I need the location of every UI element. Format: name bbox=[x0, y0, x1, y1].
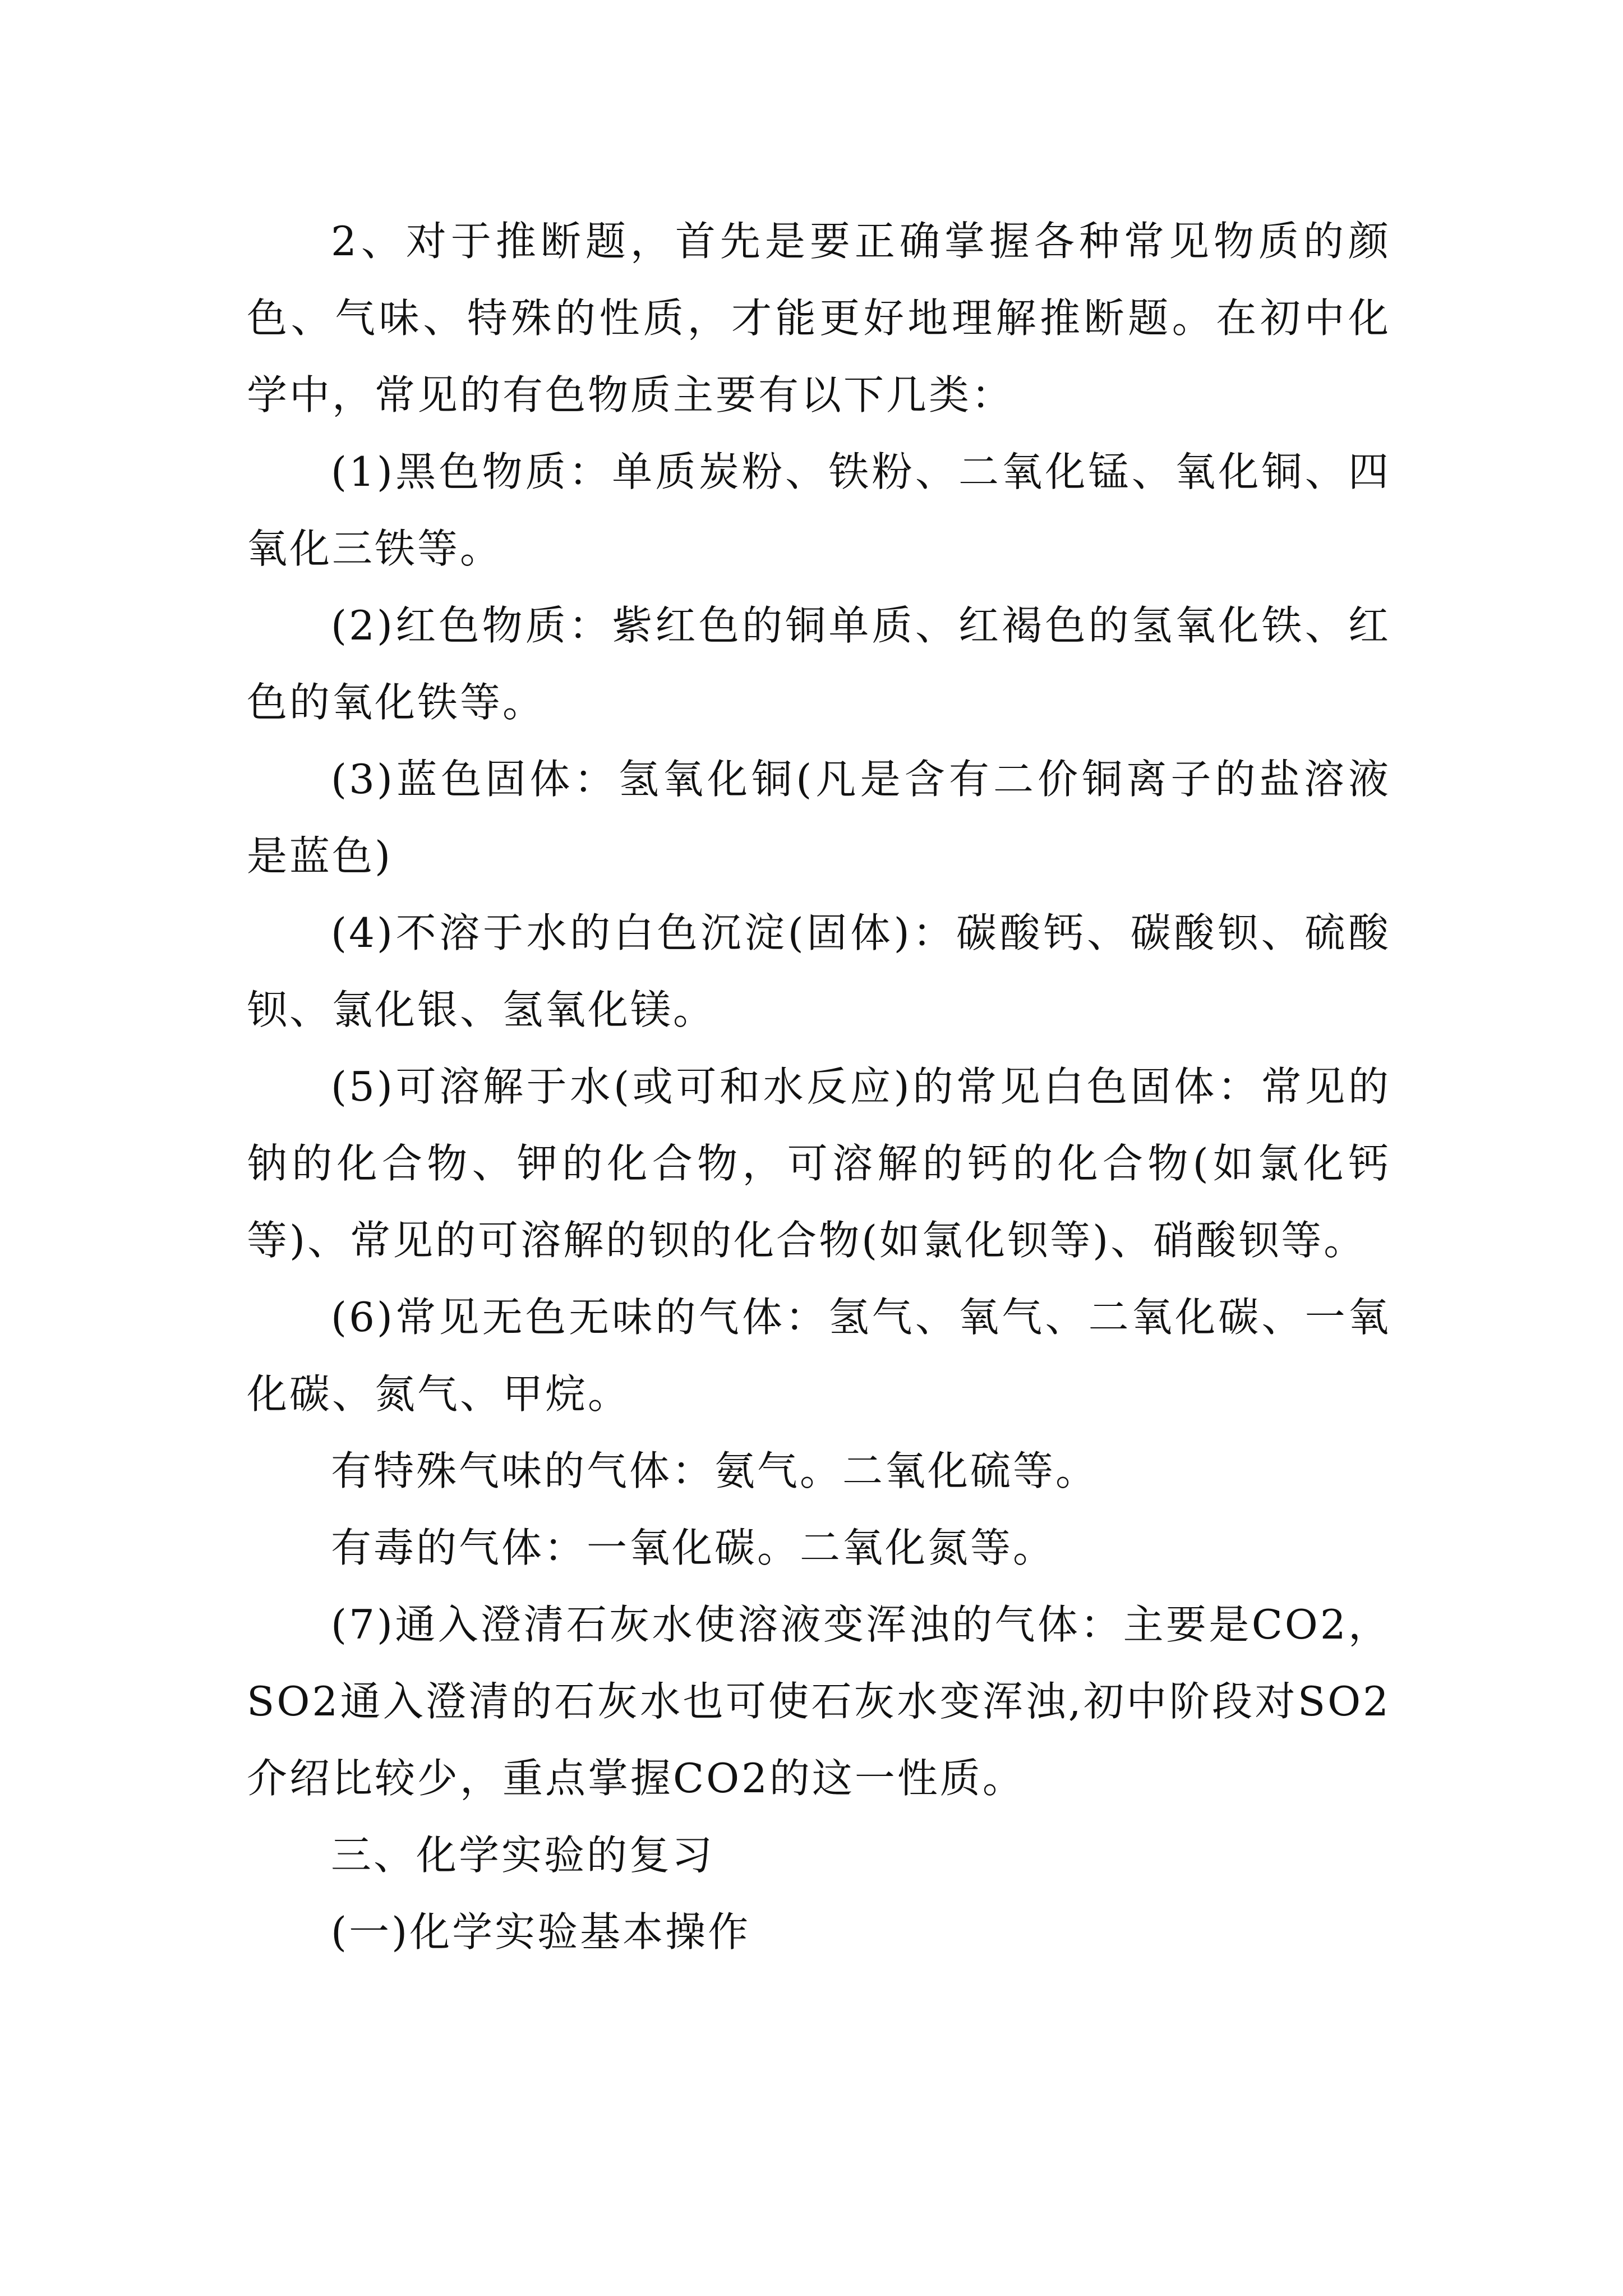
section-heading-experiment-review: 三、化学实验的复习 bbox=[331, 1832, 715, 1879]
paragraph-soluble-white-solids: (5)可溶解于水(或可和水反应)的常见白色固体：常见的钠的化合物、钾的化合物，可溶解的钙的化合物(如氯化钙等)、常见的可溶解的钡的化合物(如氯化钡等)、硝酸钡等。 bbox=[247, 1063, 1391, 1264]
paragraph-odorous-gases: 有特殊气味的气体：氨气。二氧化硫等。 bbox=[331, 1447, 1099, 1494]
paragraph-limewater-gases: (7)通入澄清石灰水使溶液变浑浊的气体：主要是CO2，SO2通入澄清的石灰水也可使石灰水变浑浊,初中阶段对SO2介绍比较少，重点掌握CO2的这一性质。 bbox=[247, 1601, 1391, 1802]
paragraph-white-precipitates: (4)不溶于水的白色沉淀(固体)：碳酸钙、碳酸钡、硫酸钡、氯化银、氢氧化镁。 bbox=[247, 909, 1391, 1033]
paragraph-inference-intro: 2、对于推断题，首先是要正确掌握各种常见物质的颜色、气味、特殊的性质，才能更好地理解推断题。在初中化学中，常见的有色物质主要有以下几类： bbox=[247, 218, 1391, 418]
paragraph-black-substances: (1)黑色物质：单质炭粉、铁粉、二氧化锰、氧化铜、四氧化三铁等。 bbox=[247, 448, 1391, 572]
document-body bbox=[247, 203, 1391, 1971]
paragraph-blue-solids: (3)蓝色固体：氢氧化铜(凡是含有二价铜离子的盐溶液是蓝色) bbox=[247, 756, 1391, 880]
paragraph-red-substances: (2)红色物质：紫红色的铜单质、红褐色的氢氧化铁、红色的氧化铁等。 bbox=[247, 602, 1391, 726]
paragraph-toxic-gases: 有毒的气体：一氧化碳。二氧化氮等。 bbox=[331, 1524, 1056, 1571]
subsection-heading-basic-operations: (一)化学实验基本操作 bbox=[331, 1908, 751, 1955]
paragraph-colorless-gases: (6)常见无色无味的气体：氢气、氧气、二氧化碳、一氧化碳、氮气、甲烷。 bbox=[247, 1294, 1391, 1418]
